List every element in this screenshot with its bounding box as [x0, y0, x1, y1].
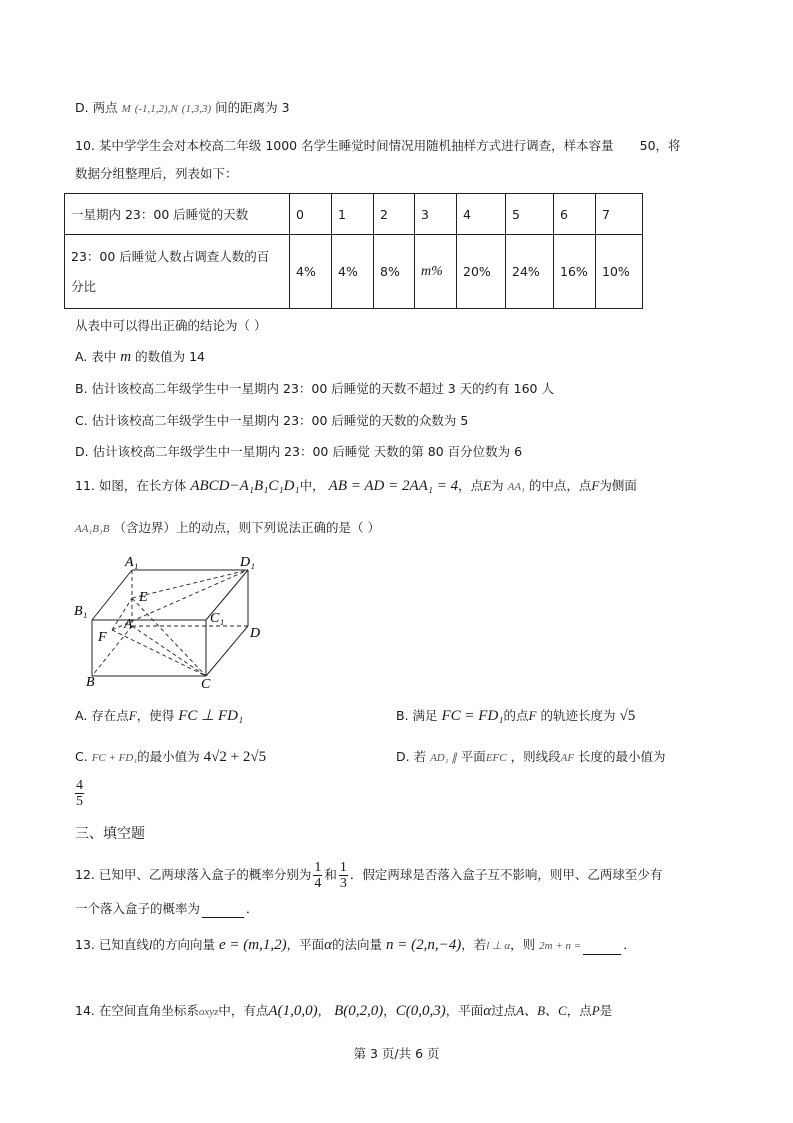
- section-title: 三、填空题: [75, 826, 145, 842]
- table-row: [65, 194, 643, 235]
- q11-option-d-fraction: $\frac{4}{5}$: [76, 778, 83, 809]
- sleep-table: [64, 193, 643, 309]
- label-d: D: [250, 626, 261, 641]
- page-footer: 第 3 页/共 6 页: [353, 1046, 440, 1061]
- table-cell: 8%: [374, 235, 415, 309]
- label-b1: B₁: [74, 604, 88, 619]
- label-c1: C₁: [210, 611, 225, 626]
- answer-blank[interactable]: [202, 903, 244, 918]
- q10-option-c: C. 估计该校高二年级学生中一星期内 23：00 后睡觉的天数的众数为 5: [75, 413, 469, 428]
- q14-line: 14. 在空间直角坐标系oxyz中，有点A(1,0,0)， B(0,2,0)，C(0,0,3)，平面α过点A、B、C，点P是: [75, 1003, 613, 1019]
- q12-line2: 一个落入盒子的概率为 ．: [75, 901, 259, 916]
- q11-stem-line2: AA₁B₁B （含边界）上的动点，则下列说法正确的是（ ）: [75, 520, 380, 535]
- table-cell: m%: [415, 235, 457, 309]
- q10-option-a: A. 表中 m 的数值为 14: [75, 349, 205, 365]
- table-cell: 24%: [506, 235, 554, 309]
- table-cell: 4%: [290, 235, 332, 309]
- q12-line1: 12. 已知甲、乙两球落入盒子的概率分别为 $\frac{1}{4}$ 和 $\frac{1}{3}$ ．假定两球是否落入盒子互不影响，则甲、乙两球至少有: [75, 860, 663, 891]
- label-a: A: [124, 617, 133, 632]
- table-cell: 5: [506, 194, 554, 235]
- q11-option-a: A. 存在点F，使得 FC ⊥ FD₁: [75, 708, 244, 724]
- label-a1: A₁: [125, 555, 139, 570]
- table-cell: 4: [457, 194, 506, 235]
- label-b: B: [86, 675, 95, 690]
- q10-question: 从表中可以得出正确的结论为（ ）: [75, 318, 267, 333]
- label-c: C: [201, 677, 211, 690]
- table-cell: 6: [554, 194, 596, 235]
- table-cell: 3: [415, 194, 457, 235]
- table-cell: 23：00 后睡觉人数占调查人数的百 分比: [65, 235, 290, 309]
- table-cell: 1: [332, 194, 374, 235]
- answer-blank[interactable]: [583, 940, 621, 955]
- table-cell: 16%: [554, 235, 596, 309]
- q10-stem-line1: 10. 某中学学生会对本校高二年级 1000 名学生睡觉时间情况用随机抽样方式进行调查，样本容量 50，将: [75, 138, 681, 153]
- table-cell: 一星期内 23：00 后睡觉的天数: [65, 194, 290, 235]
- table-cell: 10%: [596, 235, 643, 309]
- label-f: F: [98, 630, 107, 645]
- q10-stem-line2: 数据分组整理后，列表如下：: [75, 166, 238, 181]
- table-cell: 2: [374, 194, 415, 235]
- table-cell: 4%: [332, 235, 374, 309]
- cuboid-figure: [70, 553, 270, 690]
- q11-stem-line1: 11. 如图，在长方体 ABCD−A₁B₁C₁D₁中， AB = AD = 2AA₁ = 4，点E为 AA₁ 的中点，点F为侧面: [75, 478, 637, 494]
- q10-option-d: D. 估计该校高二年级学生中一星期内 23：00 后睡觉 天数的第 80 百分位数为 6: [75, 444, 523, 459]
- label-e: E: [139, 590, 148, 605]
- q11-option-c: C. FC + FD₁的最小值为 4√2 + 2√5: [75, 749, 267, 765]
- table-cell: 7: [596, 194, 643, 235]
- label-d1: D₁: [240, 555, 255, 570]
- q10-option-b: B. 估计该校高二年级学生中一星期内 23：00 后睡觉的天数不超过 3 天的约有 160 人: [75, 381, 554, 396]
- q13-line: 13. 已知直线l的方向向量 e = (m,1,2)，平面α的法向量 n = (2,n,−4)，若l ⊥ α，则 2m + n = ．: [75, 937, 636, 953]
- table-row: [65, 235, 643, 309]
- q11-option-b: B. 满足 FC = FD₁的点F 的轨迹长度为 √5: [396, 708, 636, 724]
- q9-option-d: D. 两点 M (-1,1,2),N (1,3,3) 间的距离为 3: [75, 100, 290, 115]
- table-cell: 20%: [457, 235, 506, 309]
- table-cell: 0: [290, 194, 332, 235]
- q11-option-d: D. 若 AD₁ ∥ 平面EFC ，则线段AF 长度的最小值为: [396, 749, 666, 764]
